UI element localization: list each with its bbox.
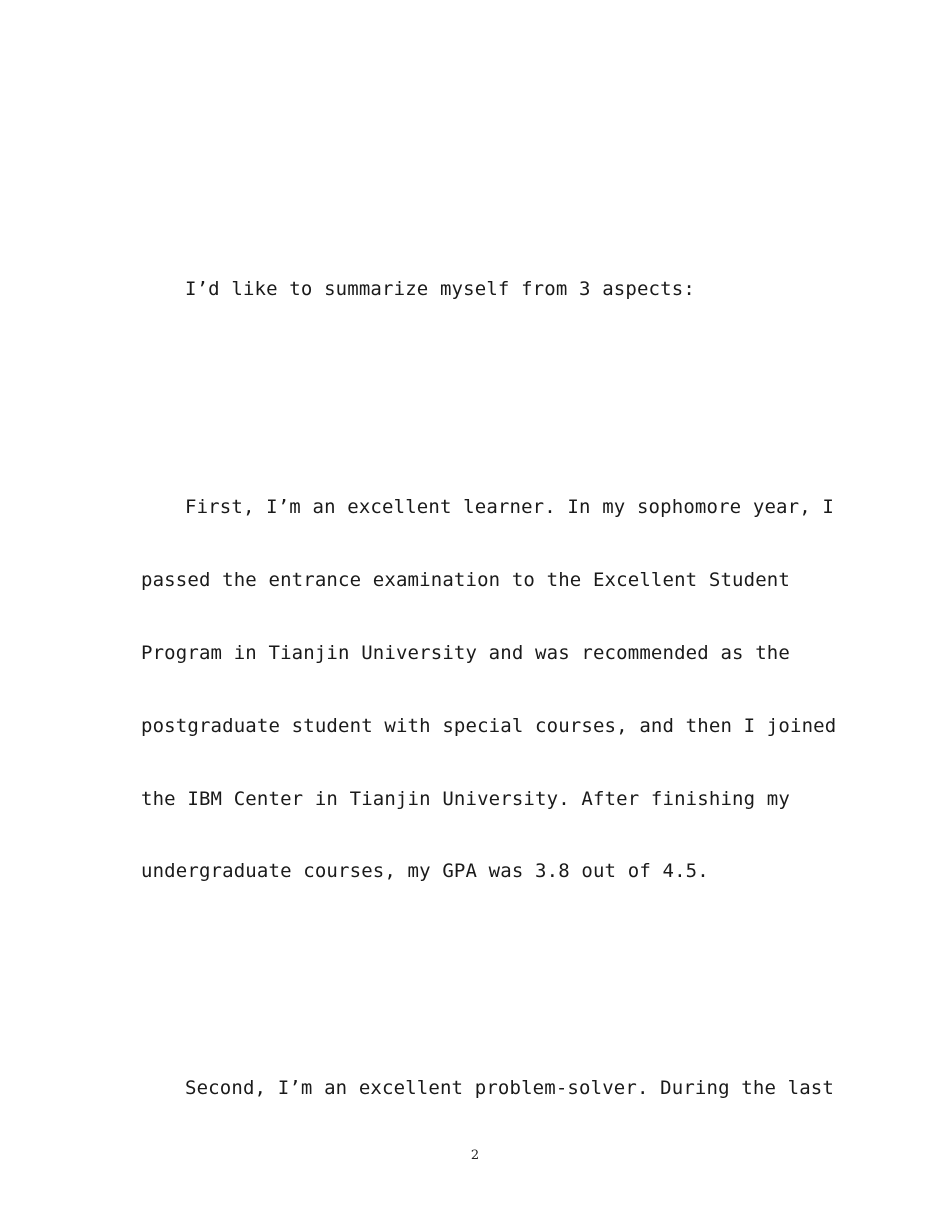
- page-number: 2: [470, 1148, 480, 1163]
- paragraph-second-line-1: Second, I’m an excellent problem-solver. During the last: [185, 1077, 834, 1099]
- paragraph-first-line-3: Program in Tianjin University and was recommended as the: [141, 642, 790, 664]
- paragraph-first-line-2: passed the entrance examination to the Excellent Student: [141, 569, 790, 591]
- paragraph-first-line-5: the IBM Center in Tianjin University. After finishing my: [141, 788, 790, 810]
- paragraph-first-line-1: First, I’m an excellent learner. In my sophomore year, I: [185, 496, 834, 518]
- paragraph-first-line-4: postgraduate student with special courses, and then I joined: [141, 715, 837, 737]
- paragraph-intro-line-1: I’d like to summarize myself from 3 aspects:: [185, 278, 695, 300]
- paragraph-first-line-6: undergraduate courses, my GPA was 3.8 out of 4.5.: [141, 860, 709, 882]
